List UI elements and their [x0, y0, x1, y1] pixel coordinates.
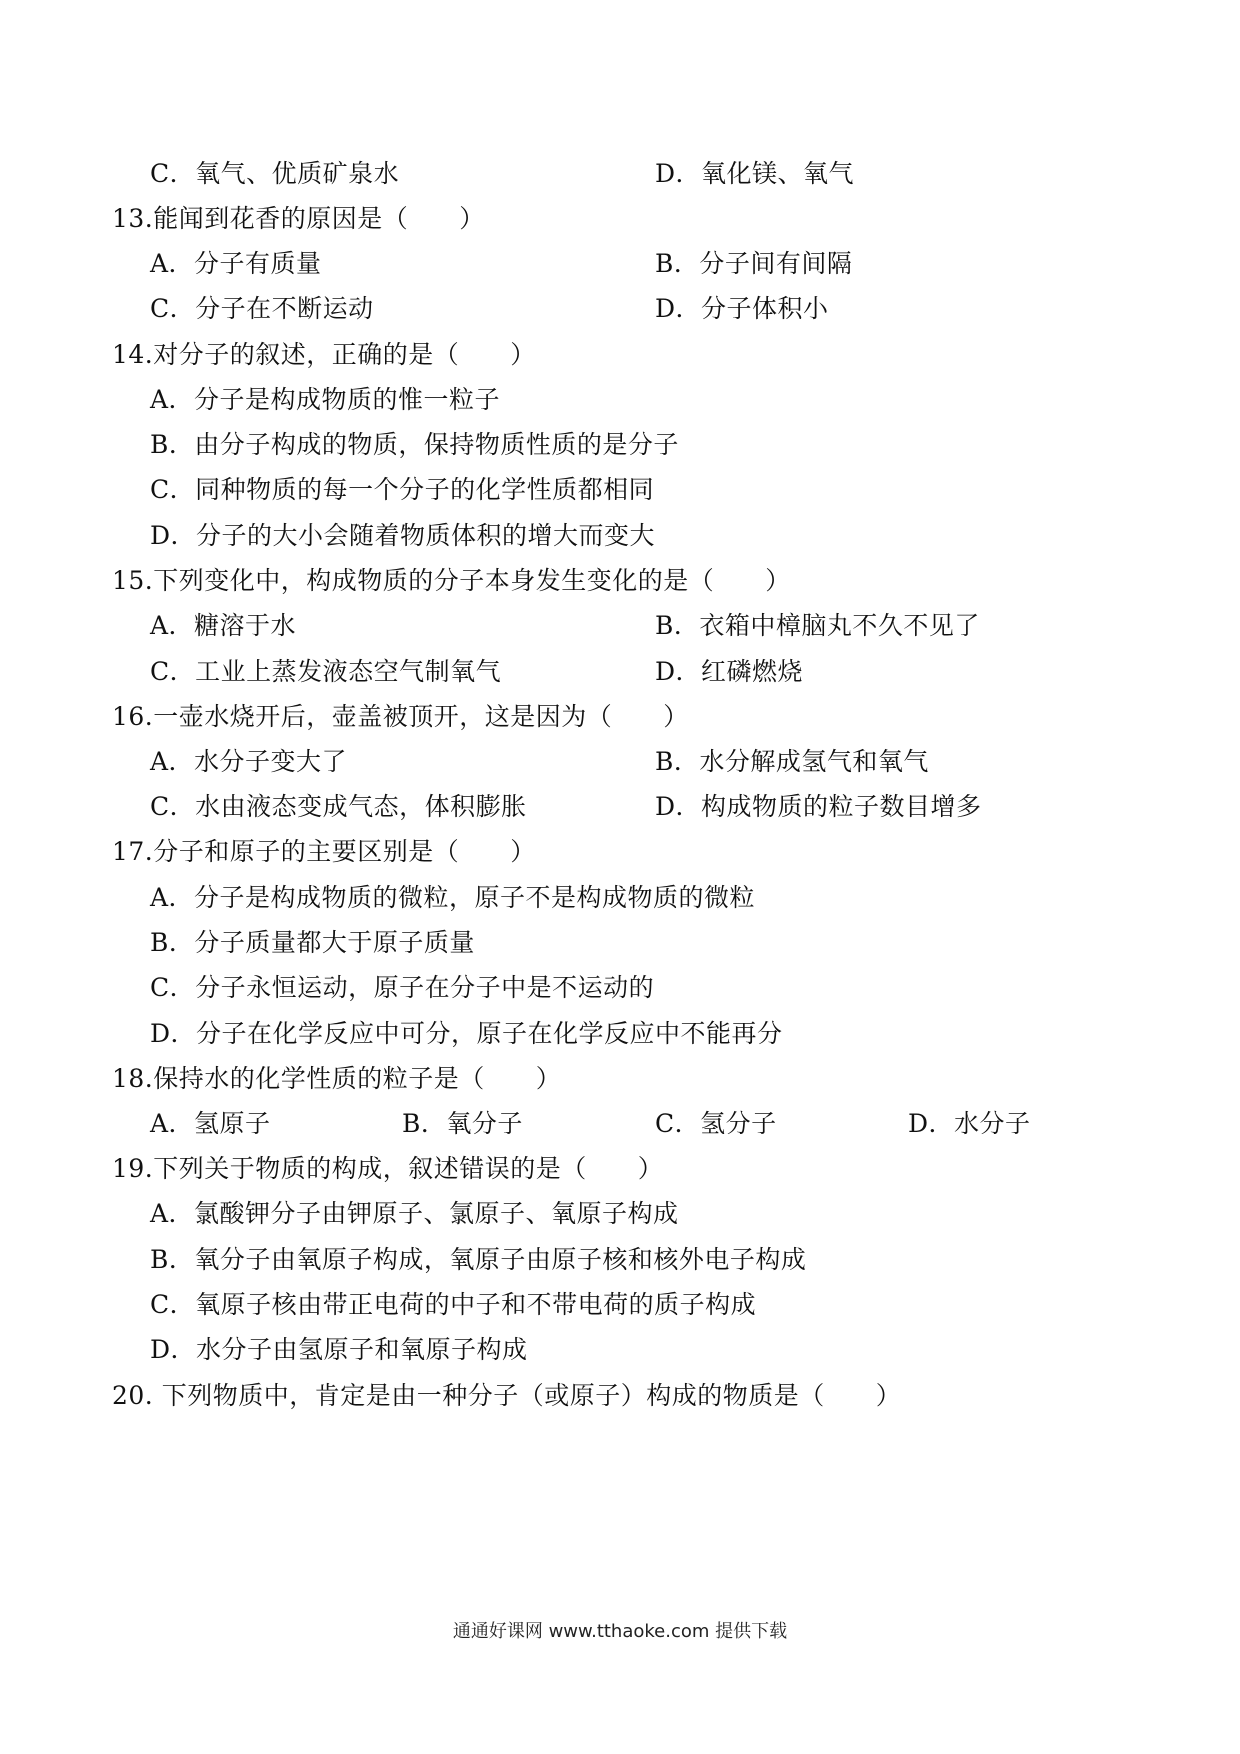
q19-option-a: A．氯酸钾分子由钾原子、氯原子、氧原子构成	[150, 1199, 679, 1228]
q15-option-c: C．工业上蒸发液态空气制氧气	[150, 657, 502, 686]
q19-option-d: D．水分子由氢原子和氧原子构成	[150, 1335, 528, 1364]
q12-option-c: C．氧气、优质矿泉水	[150, 159, 400, 188]
q17-option-c: C．分子永恒运动，原子在分子中是不运动的	[150, 973, 655, 1002]
q15-option-d: D．红磷燃烧	[655, 657, 804, 686]
q12-option-d: D．氧化镁、氧气	[655, 159, 855, 188]
q13-option-c: C．分子在不断运动	[150, 294, 374, 323]
q18-option-d: D．水分子	[908, 1109, 1031, 1138]
q13-option-a: A．分子有质量	[150, 249, 322, 278]
q14-option-a: A．分子是构成物质的惟一粒子	[150, 385, 501, 414]
q16-option-a: A．水分子变大了	[150, 747, 348, 776]
q17-option-a: A．分子是构成物质的微粒，原子不是构成物质的微粒	[150, 883, 756, 912]
q18-option-b: B．氧分子	[402, 1109, 523, 1138]
q13-stem: 13.能闻到花香的原因是（ ）	[112, 204, 485, 233]
q20-stem: 20. 下列物质中，肯定是由一种分子（或原子）构成的物质是（ ）	[112, 1381, 902, 1410]
q19-option-b: B．氧分子由氧原子构成，氧原子由原子核和核外电子构成	[150, 1245, 807, 1274]
q18-option-a: A．氢原子	[150, 1109, 271, 1138]
q14-option-b: B．由分子构成的物质，保持物质性质的是分子	[150, 430, 679, 459]
page-footer: 通通好课网 www.tthaoke.com 提供下载	[452, 1621, 788, 1642]
q15-option-a: A．糖溶于水	[150, 611, 297, 640]
q19-option-c: C．氧原子核由带正电荷的中子和不带电荷的质子构成	[150, 1290, 757, 1319]
q14-stem: 14.对分子的叙述，正确的是（ ）	[112, 340, 536, 369]
q18-stem: 18.保持水的化学性质的粒子是（ ）	[112, 1064, 562, 1093]
q17-stem: 17.分子和原子的主要区别是（ ）	[112, 837, 536, 866]
q14-option-d: D．分子的大小会随着物质体积的增大而变大	[150, 521, 656, 550]
q16-stem: 16.一壶水烧开后，壶盖被顶开，这是因为（ ）	[112, 702, 689, 731]
q15-option-b: B．衣箱中樟脑丸不久不见了	[655, 611, 980, 640]
q16-option-d: D．构成物质的粒子数目增多	[655, 792, 982, 821]
q14-option-c: C．同种物质的每一个分子的化学性质都相同	[150, 475, 655, 504]
q18-option-c: C．氢分子	[655, 1109, 777, 1138]
q15-stem: 15.下列变化中，构成物质的分子本身发生变化的是（ ）	[112, 566, 791, 595]
q17-option-d: D．分子在化学反应中可分，原子在化学反应中不能再分	[150, 1019, 783, 1048]
q16-option-c: C．水由液态变成气态，体积膨胀	[150, 792, 527, 821]
q17-option-b: B．分子质量都大于原子质量	[150, 928, 475, 957]
q16-option-b: B．水分解成氢气和氧气	[655, 747, 929, 776]
q13-option-d: D．分子体积小	[655, 294, 829, 323]
q13-option-b: B．分子间有间隔	[655, 249, 853, 278]
q19-stem: 19.下列关于物质的构成，叙述错误的是（ ）	[112, 1154, 664, 1183]
